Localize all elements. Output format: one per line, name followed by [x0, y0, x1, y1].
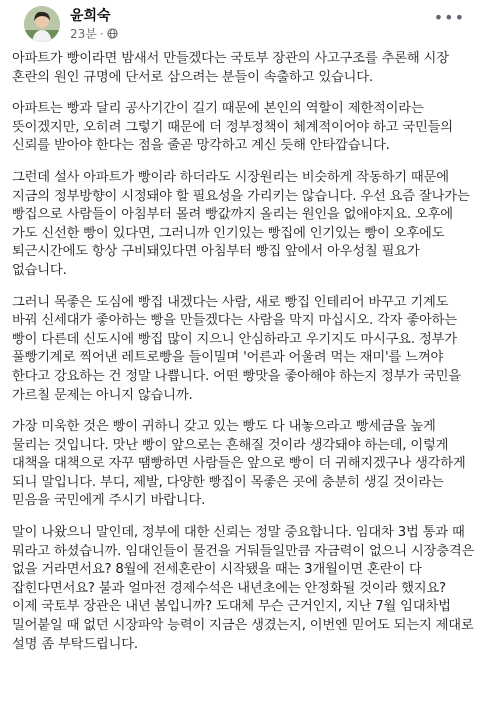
meta-separator: · [99, 26, 104, 41]
more-options-icon[interactable]: ••• [433, 8, 465, 27]
post-paragraph: 그러니 목좋은 도심에 빵집 내겠다는 사람, 새로 빵집 인테리어 바꾸고 기계도 바꿔 신세대가 좋아하는 빵을 만들겠다는 사람을 막지 마십시오. 각자 좋아하는 빵이 다른데 신도시에 빵집 많이 지으니 안심하라고 우기지도 마시구요. 정부가 풀빵기계로 찍어낸 레트로빵을 들이밀며 '어른과 어울려 먹는 재미'를 느껴야 한다고 강요하는 건 정말 나쁩니다. 어떤 빵맛을 좋아해야 하는지 정부가 국민을 가르칠 문제는 아니지 않습니까. [12, 294, 461, 403]
post-paragraph: 말이 나왔으니 말인데, 정부에 대한 신뢰는 정말 중요합니다. 임대차 3법 통과 때 뭐라고 하셨습니까. 임대인들이 물건을 거둬들일만큼 자금력이 없으니 시장충격은 없을 거라면서요? 8월에 전세혼란이 시작됐을 때는 3개월이면 혼란이 다 잡힌다면서요? 불과 얼마전 경제수석은 내년초에는 안정화될 것이라 했지요? 이제 국토부 장관은 내년 봄입니까? 도대체 무슨 근거인지, 지난 7월 임대차법 밀어붙일 때 없던 시장파악 능력이 지금은 생겼는지, 이번엔 믿어도 되는지 제대로 설명 좀 부탁드립니다. [12, 525, 475, 652]
post-paragraph: 아파트가 빵이라면 밤새서 만들겠다는 국토부 장관의 사고구조를 추론해 시장 혼란의 원인 규명에 단서로 삼으려는 분들이 속출하고 있습니다. [12, 51, 449, 85]
post-header [12, 0, 475, 48]
post-time[interactable]: 23분 [70, 27, 97, 41]
avatar-photo [24, 6, 60, 42]
post-paragraph: 그런데 설사 아파트가 빵이라 하더라도 시장원리는 비슷하게 작동하기 때문에 지금의 정부방향이 시정돼야 할 필요성을 가리키는 않습니다. 우선 요즘 잘나가는 빵집으로 사람들이 아침부터 몰려 빵값까지 올리는 원인을 없애야지요. 오후에 가도 신선한 빵이 있다면, 그러니까 인기있는 빵집에 인기있는 빵이 오후에도 퇴근시간에도 항상 구비돼있다면 아침부터 빵집 앞에서 아우성칠 필요가 없습니다. [12, 169, 470, 278]
globe-icon [107, 28, 118, 39]
post-meta [70, 25, 118, 42]
post-paragraph: 아파트는 빵과 달리 공사기간이 길기 때문에 본인의 역할이 제한적이라는 뜻이겠지만, 오히려 그렇기 때문에 더 정부정책이 체계적이어야 하고 국민들의 신뢰를 받아야 한다는 점을 줄곧 망각하고 계신 듯해 안타깝습니다. [12, 101, 453, 154]
author-avatar[interactable] [24, 6, 60, 42]
author-name[interactable]: 윤희숙 [70, 8, 111, 24]
post-paragraph: 가장 미욱한 것은 빵이 귀하니 갖고 있는 빵도 다 내놓으라고 빵세금을 높게 물리는 것입니다. 맛난 빵이 앞으로는 흔해질 것이라 생각돼야 하는데, 이렇게 대책을 대책으로 자꾸 땜빵하면 사람들은 앞으로 빵이 더 귀해지겠구나 생각하게 되니 말입니다. 부디, 제발, 다양한 빵집이 목좋은 곳에 충분히 생길 것이라는 믿음을 국민에게 주시기 바랍니다. [12, 419, 466, 509]
post-body [12, 48, 475, 654]
